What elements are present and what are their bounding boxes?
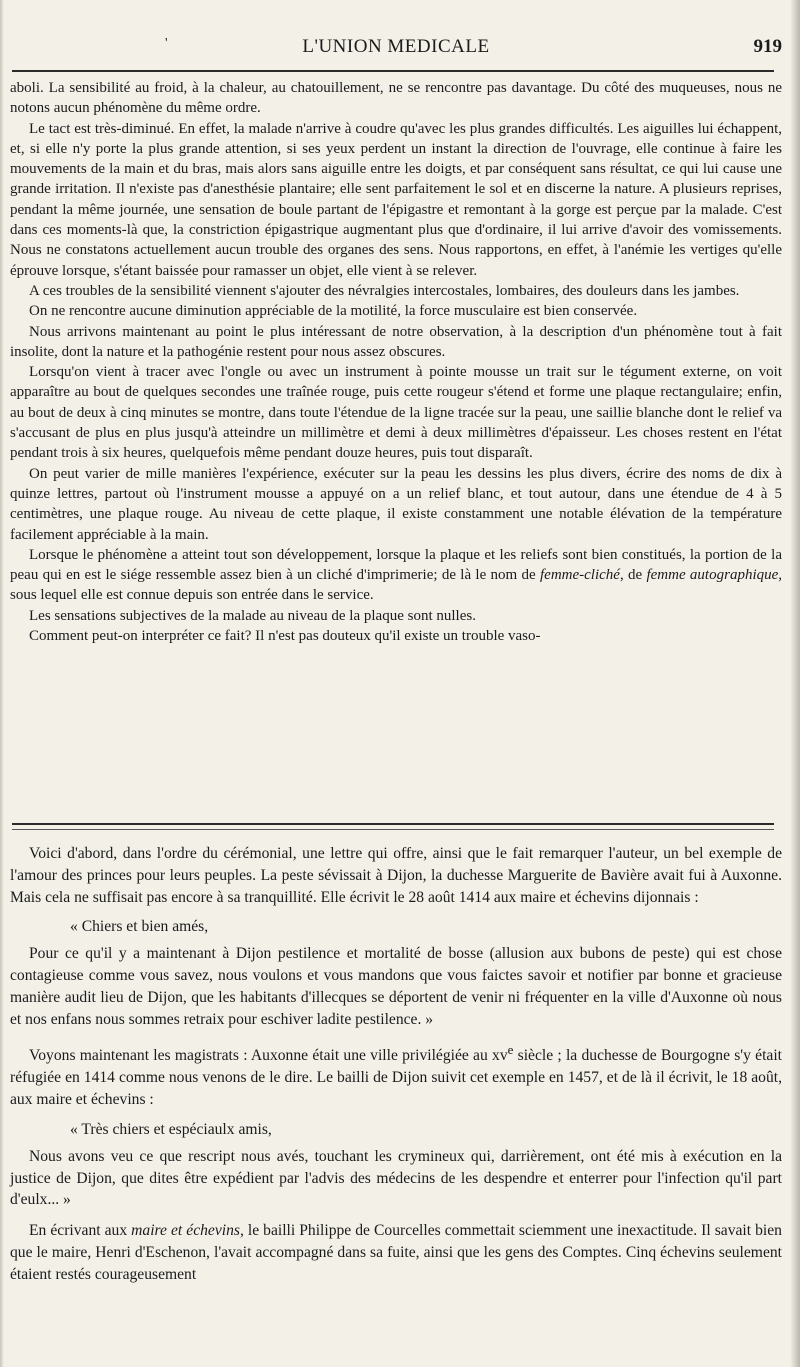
paragraph: On ne rencontre aucune diminution appréciable de la motilité, la force musculaire est bien conservée. [29,303,638,320]
header-rule [12,70,774,72]
page-number: 919 [753,36,782,57]
text-run: En écrivant aux [29,1222,128,1240]
paragraph: A ces troubles de la sensibilité viennent s'ajouter des névralgies intercostales, lombaires, des douleurs dans les jambes. [29,282,740,299]
superscript: e [507,1042,514,1058]
paragraph [10,1220,782,1285]
quote-salutation: « Très chiers et espéciaulx amis, [70,1120,272,1138]
quote-body: Nous avons veu ce que rescript nous avés, touchant les crymineux qui, darrièrement, ont été mis à exécution en la justice de Dijon, que dites être expédient par l'advis des médecins de les despendre et enterrer pour l'infection qu'il part d'eulx... » [10,1147,782,1209]
paragraph: Le tact est très-diminué. En effet, la malade n'arrive à coudre qu'avec les plus grandes difficultés. Les aiguilles lui échappent, et, si elle n'y porte la plus grande attention, si ses yeux perdent un instant la direction de l'ouvrage, elle continue à faire les mouvements de la main et du bras, mais alors sans aiguille entre les doigts, et par conséquent sans résultat, ce qui lui cause une grande irritation. Il n'existe pas d'anesthésie plantaire; elle sent parfaitement le sol et en discerne la nature. A plusieurs reprises, pendant la même journée, une sensation de boule partant de l'épigastre et remontant à la gorge est perçue par la malade. C'est dans ces moments-là que, la constriction épigastrique augmentant plus que d'ordinaire, il lui arrive d'avoir des vomissements. Nous ne constatons actuellement aucun trouble des organes des sens. Nous rapportons, en effet, à l'anémie les vertiges qu'elle éprouve lorsque, s'étant baissée pour ramasser un objet, elle vient à se relever. [10,120,782,279]
paragraph [10,545,782,606]
text-run: , sous lequel elle est connue depuis son entrée dans le service. [10,567,783,604]
section-separator [12,823,774,825]
paragraph: aboli. La sensibilité au froid, à la chaleur, au chatouillement, ne se rencontre pas davantage. Du côté des muqueuses, nous ne notons aucun phénomène du même ordre. [10,80,782,117]
italic-term: maire et échevins [131,1222,240,1240]
italic-term: femme autographique [646,567,779,584]
article-medical-observation [10,78,782,646]
running-header [10,36,782,62]
paragraph: Lorsqu'on vient à tracer avec l'ongle ou avec un instrument à pointe mousse un trait sur le tégument externe, on voit apparaître au bout de quelques secondes une traînée rouge, puis cette rougeur s'étend et forme une plaque rectangulaire; enfin, au bout de deux à cinq minutes se montre, dans toute l'étendue de la ligne tracée sur la peau, une saillie blanche dont le relief va s'accusant de plus en plus jusqu'à atteindre un millimètre et demi à deux millimètres d'épaisseur. Les choses restent en l'état pendant trois à six heures, quelquefois même pendant douze heures, puis tout disparaît. [10,364,782,462]
text-run: , de [619,567,643,584]
quote-body: Pour ce qu'il y a maintenant à Dijon pestilence et mortalité de bosse (allusion aux bubons de peste) qui est chose contagieuse comme vous savez, nous voulons et vous mandons que vous faictes savoir et notifier par bonne et gracieuse manière audit lieu de Dijon, que les habitants d'illecques se déportent de venir ni fréquenter en la ville d'Auxonne où nous et nos enfans nous sommes retraix pour eschiver ladite pestilence. » [10,945,782,1028]
header-mark: ' [165,36,168,51]
page-edge [790,0,800,1367]
paragraph [10,1039,782,1111]
quote-salutation: « Chiers et bien amés, [70,918,209,936]
paragraph: Comment peut-on interpréter ce fait? Il n'est pas douteux qu'il existe un trouble vaso- [29,628,541,645]
text-run: siècle ; la duchesse de Bourgogne s'y était réfugiée en 1414 comme nous venons de le dire. Le bailli de Dijon suivit cet exemple en 1457, et de là il écrivit, le 18 août, aux maire et échevins : [10,1047,782,1109]
binding-shadow [0,0,4,1367]
text-run: , le bailli Philippe de Courcelles commettait sciemment une inexactitude. Il savait bien que le maire, Henri d'Eschenon, l'avait accompagné dans sa fuite, ainsi que les gens des Comptes. Cinq échevins seulement étaient restés courageusement [10,1222,782,1283]
italic-term: femme-cliché [540,567,620,584]
text-run: Lorsque le phénomène a atteint tout son développement, lorsque la plaque et les reliefs sont bien constitués, la portion de la peau qui en est le siége ressemble assez bien à un cliché d'imprimerie; de là le nom de [10,546,782,584]
paragraph: Les sensations subjectives de la malade au niveau de la plaque sont nulles. [29,607,476,624]
paragraph: Voici d'abord, dans l'ordre du cérémonial, une lettre qui offre, ainsi que le fait remarquer l'auteur, un bel exemple de l'amour des princes pour leurs peuples. La peste sévissait à Dijon, la duchesse Marguerite de Bavière avait fui à Auxonne. Mais cela ne suffisait pas encore à sa tranquillité. Elle écrivit le 28 août 1414 aux maire et échevins dijonnais : [10,845,782,906]
paragraph: On peut varier de mille manières l'expérience, exécuter sur la peau les dessins les plus divers, écrire des noms de dix à quinze lettres, partout où l'instrument mousse a appuyé on a un relief blanc, et tout autour, dans une étendue de 4 à 5 centimètres, une plaque rouge. Au niveau de cette plaque, il existe constamment une notable élévation de la température facilement appréciable à la main. [10,465,782,543]
paragraph: Nous arrivons maintenant au point le plus intéressant de notre observation, à la description d'un phénomène tout à fait insolite, dont la nature et la pathogénie restent pour nous assez obscures. [10,323,782,360]
article-feuilleton [10,843,782,1286]
text-run: Voyons maintenant les magistrats : Auxonne était une ville privilégiée au xv [29,1047,508,1065]
section-separator-thin [12,829,774,830]
journal-title: L'UNION MEDICALE [302,36,490,57]
